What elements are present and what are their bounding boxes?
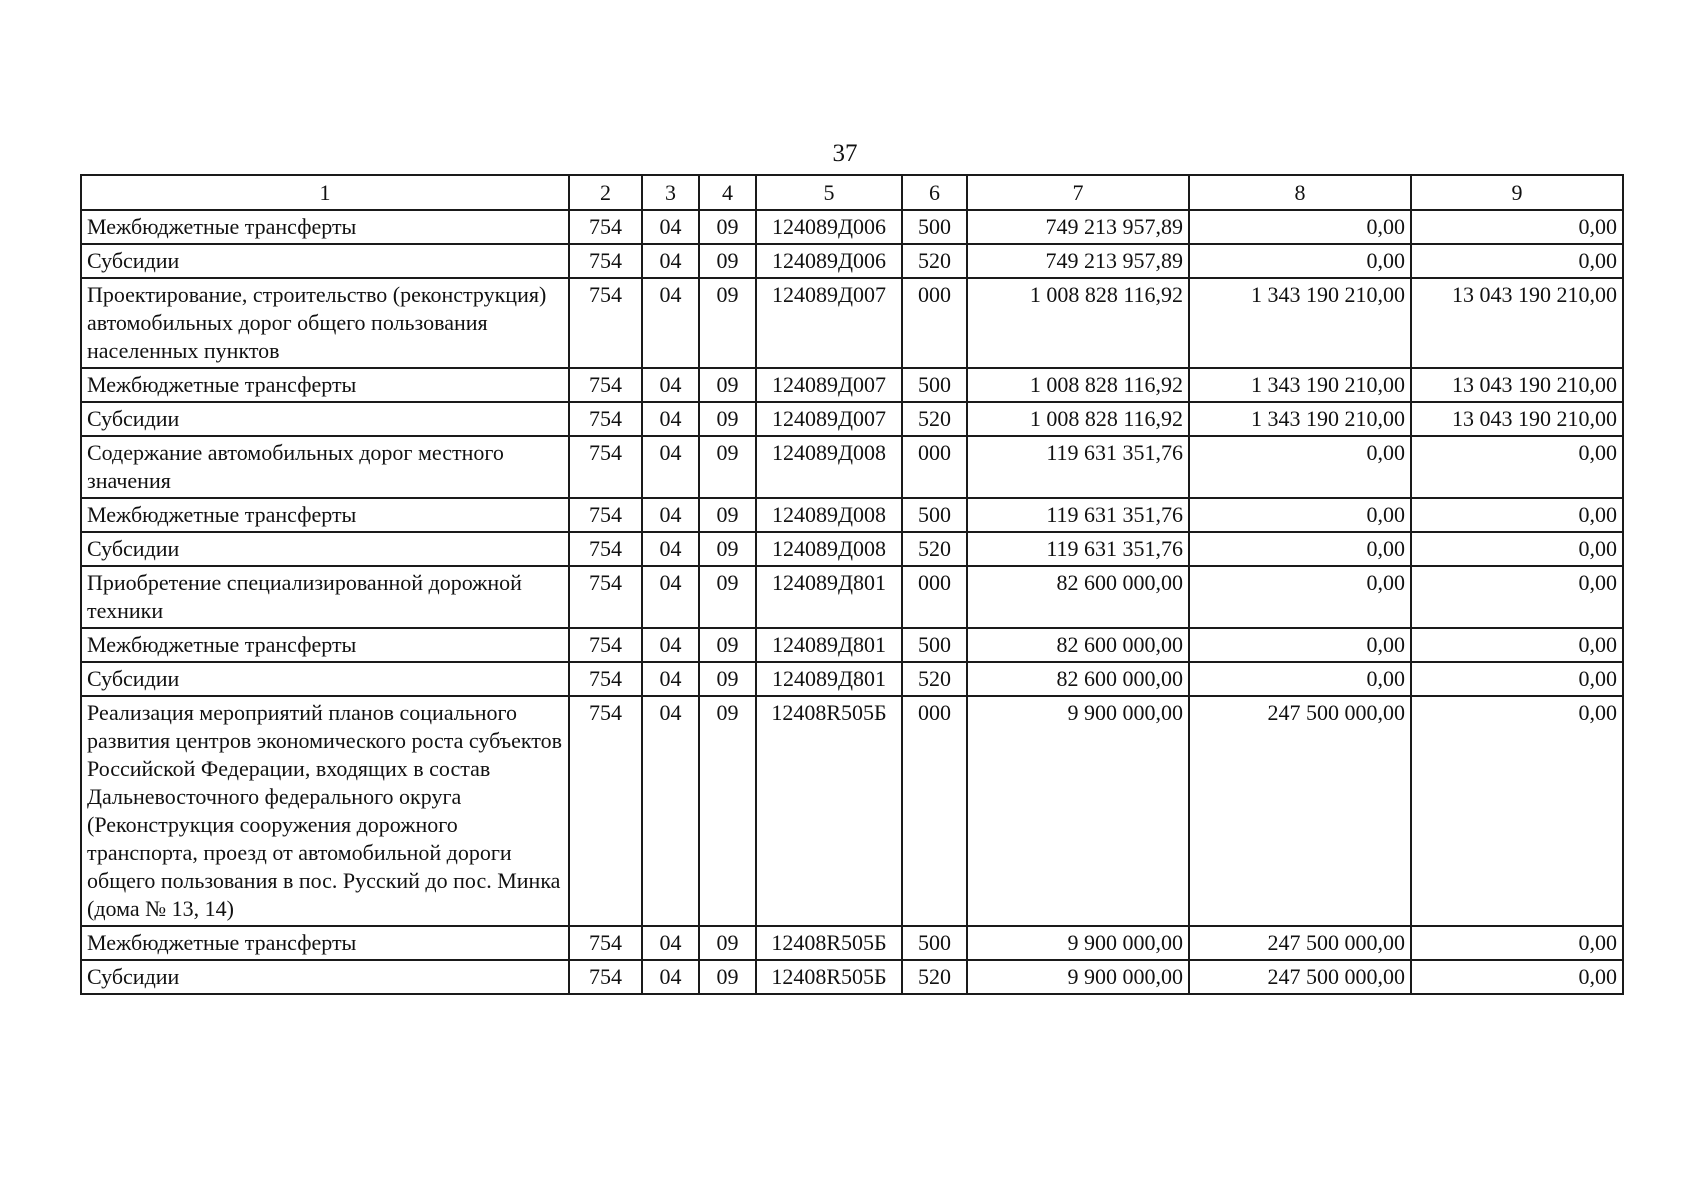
table-row [81, 244, 1623, 278]
admin-code-cell: 754 [569, 210, 642, 244]
section-code-cell: 04 [642, 566, 699, 628]
item-name-cell: Субсидии [81, 402, 569, 436]
target-article-cell: 124089Д008 [756, 532, 902, 566]
column-header: 3 [642, 175, 699, 210]
amount-col8-cell: 1 343 190 210,00 [1189, 278, 1411, 368]
table-row [81, 960, 1623, 994]
amount-col7-cell: 82 600 000,00 [967, 566, 1189, 628]
subsection-code-cell: 09 [699, 436, 756, 498]
item-name-cell: Межбюджетные трансферты [81, 628, 569, 662]
amount-col9-cell: 0,00 [1411, 696, 1623, 926]
expense-type-cell: 500 [902, 926, 967, 960]
amount-col7-cell: 749 213 957,89 [967, 244, 1189, 278]
table-row [81, 662, 1623, 696]
subsection-code-cell: 09 [699, 402, 756, 436]
section-code-cell: 04 [642, 960, 699, 994]
expense-type-cell: 000 [902, 566, 967, 628]
target-article-cell: 124089Д801 [756, 628, 902, 662]
section-code-cell: 04 [642, 244, 699, 278]
column-header: 7 [967, 175, 1189, 210]
subsection-code-cell: 09 [699, 278, 756, 368]
amount-col8-cell: 0,00 [1189, 628, 1411, 662]
amount-col9-cell: 0,00 [1411, 498, 1623, 532]
section-code-cell: 04 [642, 368, 699, 402]
amount-col7-cell: 9 900 000,00 [967, 926, 1189, 960]
column-header: 5 [756, 175, 902, 210]
column-header: 6 [902, 175, 967, 210]
target-article-cell: 124089Д006 [756, 244, 902, 278]
amount-col9-cell: 0,00 [1411, 244, 1623, 278]
subsection-code-cell: 09 [699, 960, 756, 994]
admin-code-cell: 754 [569, 498, 642, 532]
amount-col9-cell: 0,00 [1411, 662, 1623, 696]
admin-code-cell: 754 [569, 662, 642, 696]
subsection-code-cell: 09 [699, 368, 756, 402]
amount-col8-cell: 0,00 [1189, 498, 1411, 532]
expense-type-cell: 520 [902, 244, 967, 278]
expense-type-cell: 500 [902, 368, 967, 402]
amount-col7-cell: 749 213 957,89 [967, 210, 1189, 244]
item-name-cell: Межбюджетные трансферты [81, 498, 569, 532]
section-code-cell: 04 [642, 436, 699, 498]
admin-code-cell: 754 [569, 926, 642, 960]
subsection-code-cell: 09 [699, 662, 756, 696]
table-row [81, 628, 1623, 662]
amount-col9-cell: 0,00 [1411, 628, 1623, 662]
admin-code-cell: 754 [569, 436, 642, 498]
amount-col7-cell: 119 631 351,76 [967, 436, 1189, 498]
target-article-cell: 12408R505Б [756, 926, 902, 960]
amount-col8-cell: 247 500 000,00 [1189, 696, 1411, 926]
target-article-cell: 124089Д007 [756, 278, 902, 368]
table-row [81, 436, 1623, 498]
target-article-cell: 12408R505Б [756, 960, 902, 994]
table-row [81, 210, 1623, 244]
target-article-cell: 124089Д008 [756, 436, 902, 498]
subsection-code-cell: 09 [699, 926, 756, 960]
amount-col9-cell: 0,00 [1411, 532, 1623, 566]
amount-col9-cell: 13 043 190 210,00 [1411, 368, 1623, 402]
amount-col9-cell: 0,00 [1411, 926, 1623, 960]
expense-type-cell: 520 [902, 662, 967, 696]
table-row [81, 278, 1623, 368]
section-code-cell: 04 [642, 696, 699, 926]
expense-type-cell: 500 [902, 498, 967, 532]
amount-col9-cell: 0,00 [1411, 960, 1623, 994]
target-article-cell: 124089Д801 [756, 566, 902, 628]
budget-table [80, 174, 1624, 995]
page-number: 37 [832, 140, 858, 167]
amount-col7-cell: 82 600 000,00 [967, 662, 1189, 696]
amount-col8-cell: 0,00 [1189, 566, 1411, 628]
section-code-cell: 04 [642, 210, 699, 244]
column-header: 1 [81, 175, 569, 210]
section-code-cell: 04 [642, 532, 699, 566]
amount-col7-cell: 119 631 351,76 [967, 532, 1189, 566]
item-name-cell: Субсидии [81, 662, 569, 696]
amount-col8-cell: 0,00 [1189, 244, 1411, 278]
amount-col8-cell: 0,00 [1189, 662, 1411, 696]
section-code-cell: 04 [642, 926, 699, 960]
amount-col7-cell: 82 600 000,00 [967, 628, 1189, 662]
column-header: 4 [699, 175, 756, 210]
admin-code-cell: 754 [569, 532, 642, 566]
admin-code-cell: 754 [569, 628, 642, 662]
table-row [81, 402, 1623, 436]
target-article-cell: 124089Д007 [756, 402, 902, 436]
table-row [81, 926, 1623, 960]
admin-code-cell: 754 [569, 566, 642, 628]
table-row [81, 566, 1623, 628]
expense-type-cell: 520 [902, 402, 967, 436]
amount-col7-cell: 9 900 000,00 [967, 696, 1189, 926]
subsection-code-cell: 09 [699, 532, 756, 566]
amount-col9-cell: 13 043 190 210,00 [1411, 402, 1623, 436]
item-name-cell: Реализация мероприятий планов социального развития центров экономического роста субъектов Российской Федерации, входящих в состав Дальневосточного федерального округа (Реконструкция сооружения дорожного транспорта, проезд от автомобильной дороги общего пользования в пос. Русский до пос. Минка (дома № 13, 14) [81, 696, 569, 926]
admin-code-cell: 754 [569, 960, 642, 994]
admin-code-cell: 754 [569, 244, 642, 278]
item-name-cell: Содержание автомобильных дорог местного значения [81, 436, 569, 498]
amount-col7-cell: 1 008 828 116,92 [967, 278, 1189, 368]
target-article-cell: 124089Д008 [756, 498, 902, 532]
expense-type-cell: 500 [902, 210, 967, 244]
column-header: 2 [569, 175, 642, 210]
subsection-code-cell: 09 [699, 498, 756, 532]
amount-col9-cell: 0,00 [1411, 566, 1623, 628]
table-row [81, 498, 1623, 532]
section-code-cell: 04 [642, 628, 699, 662]
column-header: 9 [1411, 175, 1623, 210]
amount-col9-cell: 13 043 190 210,00 [1411, 278, 1623, 368]
target-article-cell: 124089Д006 [756, 210, 902, 244]
admin-code-cell: 754 [569, 368, 642, 402]
item-name-cell: Межбюджетные трансферты [81, 926, 569, 960]
amount-col8-cell: 0,00 [1189, 210, 1411, 244]
expense-type-cell: 000 [902, 696, 967, 926]
expense-type-cell: 000 [902, 436, 967, 498]
target-article-cell: 12408R505Б [756, 696, 902, 926]
admin-code-cell: 754 [569, 402, 642, 436]
admin-code-cell: 754 [569, 696, 642, 926]
header-row [81, 175, 1623, 210]
expense-type-cell: 000 [902, 278, 967, 368]
item-name-cell: Межбюджетные трансферты [81, 368, 569, 402]
amount-col8-cell: 0,00 [1189, 436, 1411, 498]
admin-code-cell: 754 [569, 278, 642, 368]
amount-col7-cell: 1 008 828 116,92 [967, 368, 1189, 402]
subsection-code-cell: 09 [699, 628, 756, 662]
item-name-cell: Субсидии [81, 244, 569, 278]
expense-type-cell: 500 [902, 628, 967, 662]
amount-col9-cell: 0,00 [1411, 210, 1623, 244]
section-code-cell: 04 [642, 498, 699, 532]
table-row [81, 696, 1623, 926]
section-code-cell: 04 [642, 278, 699, 368]
amount-col7-cell: 119 631 351,76 [967, 498, 1189, 532]
amount-col7-cell: 1 008 828 116,92 [967, 402, 1189, 436]
section-code-cell: 04 [642, 402, 699, 436]
amount-col8-cell: 247 500 000,00 [1189, 926, 1411, 960]
item-name-cell: Межбюджетные трансферты [81, 210, 569, 244]
subsection-code-cell: 09 [699, 566, 756, 628]
amount-col8-cell: 247 500 000,00 [1189, 960, 1411, 994]
item-name-cell: Проектирование, строительство (реконструкция) автомобильных дорог общего пользования населенных пунктов [81, 278, 569, 368]
expense-type-cell: 520 [902, 532, 967, 566]
amount-col8-cell: 0,00 [1189, 532, 1411, 566]
table-row [81, 368, 1623, 402]
column-header: 8 [1189, 175, 1411, 210]
amount-col8-cell: 1 343 190 210,00 [1189, 402, 1411, 436]
section-code-cell: 04 [642, 662, 699, 696]
table-row [81, 532, 1623, 566]
target-article-cell: 124089Д007 [756, 368, 902, 402]
item-name-cell: Приобретение специализированной дорожной техники [81, 566, 569, 628]
subsection-code-cell: 09 [699, 244, 756, 278]
target-article-cell: 124089Д801 [756, 662, 902, 696]
item-name-cell: Субсидии [81, 960, 569, 994]
amount-col7-cell: 9 900 000,00 [967, 960, 1189, 994]
amount-col9-cell: 0,00 [1411, 436, 1623, 498]
subsection-code-cell: 09 [699, 696, 756, 926]
expense-type-cell: 520 [902, 960, 967, 994]
item-name-cell: Субсидии [81, 532, 569, 566]
subsection-code-cell: 09 [699, 210, 756, 244]
amount-col8-cell: 1 343 190 210,00 [1189, 368, 1411, 402]
